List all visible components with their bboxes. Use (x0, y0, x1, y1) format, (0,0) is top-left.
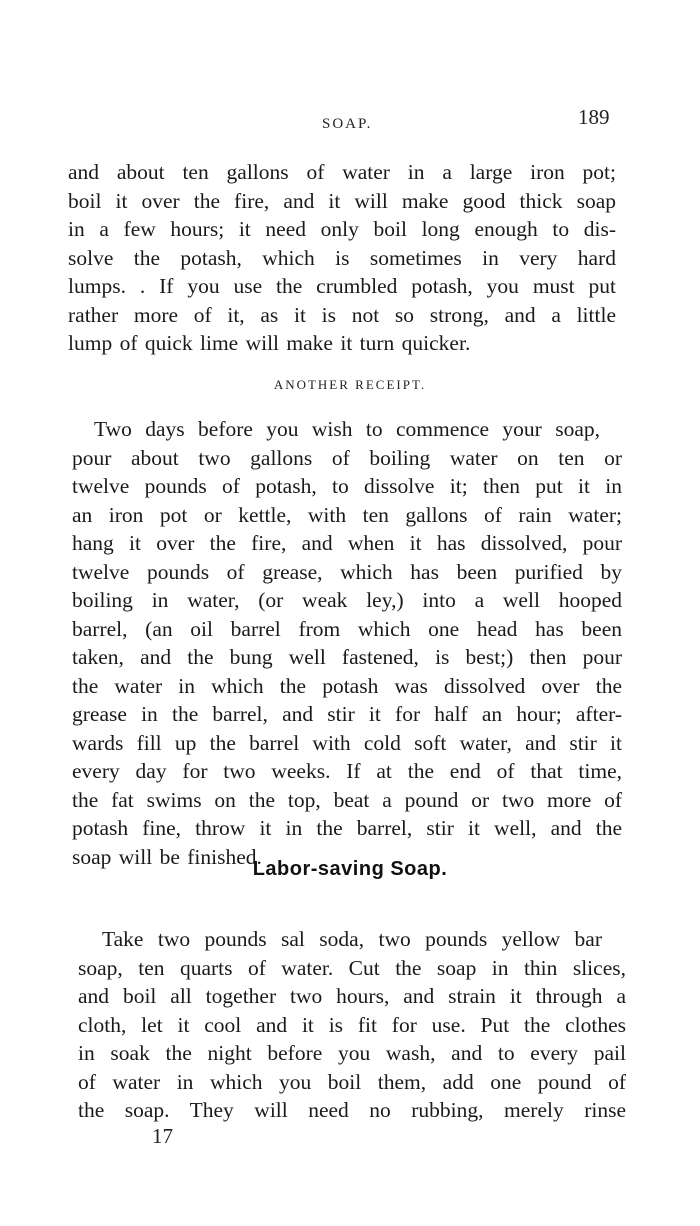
text-line: the fat swims on the top, beat a pound or two more of (72, 787, 622, 812)
text-line: pour about two gallons of boiling water on ten or (72, 445, 622, 470)
running-head (0, 105, 700, 140)
text-line: in a few hours; it need only boil long enough to dis- (68, 217, 616, 241)
text-line: and about ten gallons of water in a large iron pot; (68, 160, 616, 184)
paragraph-continued (68, 158, 616, 358)
section-heading-labor-saving-soap: Labor-saving Soap. (252, 858, 448, 880)
text-line: the soap. They will need no rubbing, merely rinse (78, 1098, 626, 1122)
text-line: boiling in water, (or weak ley,) into a well hooped (72, 588, 622, 612)
text-line: Two days before you wish to commence your soap, (94, 417, 600, 441)
text-line: taken, and the bung well fastened, is best;) then pour (72, 645, 622, 669)
section-heading-another-receipt: ANOTHER RECEIPT. (273, 377, 427, 392)
running-title: SOAP. (322, 116, 373, 132)
text-line: wards fill up the barrel with cold soft water, and stir it (72, 730, 622, 755)
text-line: Take two pounds sal soda, two pounds yellow bar (102, 927, 602, 951)
paragraph-labor-saving-soap (78, 925, 626, 1125)
text-line: rather more of it, as it is not so strong, and a little (68, 302, 616, 327)
page-number: 189 (578, 105, 610, 129)
text-line: in soak the night before you wash, and to every pail (78, 1041, 626, 1065)
text-line: hang it over the fire, and when it has dissolved, pour (72, 531, 622, 555)
text-line: potash fine, throw it in the barrel, stir it well, and the (72, 816, 622, 840)
paragraph-another-receipt (72, 415, 622, 871)
text-line: soap, ten quarts of water. Cut the soap in thin slices, (78, 955, 626, 980)
text-line: and boil all together two hours, and strain it through a (78, 984, 626, 1008)
text-line: cloth, let it cool and it is fit for use. Put the clothes (78, 1012, 626, 1037)
text-line: grease in the barrel, and stir it for half an hour; after- (72, 702, 622, 726)
text-line: boil it over the fire, and it will make good thick soap (68, 188, 616, 213)
text-line: of water in which you boil them, add one pound of (78, 1069, 626, 1094)
text-line: solve the potash, which is sometimes in very hard (68, 245, 616, 270)
text-line: twelve pounds of potash, to dissolve it; then put it in (72, 474, 622, 498)
text-line: soap will be finished. (72, 844, 262, 869)
text-line: twelve pounds of grease, which has been purified by (72, 559, 622, 584)
text-line: lump of quick lime will make it turn quicker. (68, 331, 471, 355)
text-line: lumps. . If you use the crumbled potash, you must put (68, 274, 616, 298)
text-line: an iron pot or kettle, with ten gallons of rain water; (72, 502, 622, 527)
text-line: barrel, (an oil barrel from which one head has been (72, 616, 622, 641)
text-line: every day for two weeks. If at the end of that time, (72, 759, 622, 783)
signature-mark: 17 (152, 1124, 173, 1148)
text-line: the water in which the potash was dissolved over the (72, 673, 622, 698)
